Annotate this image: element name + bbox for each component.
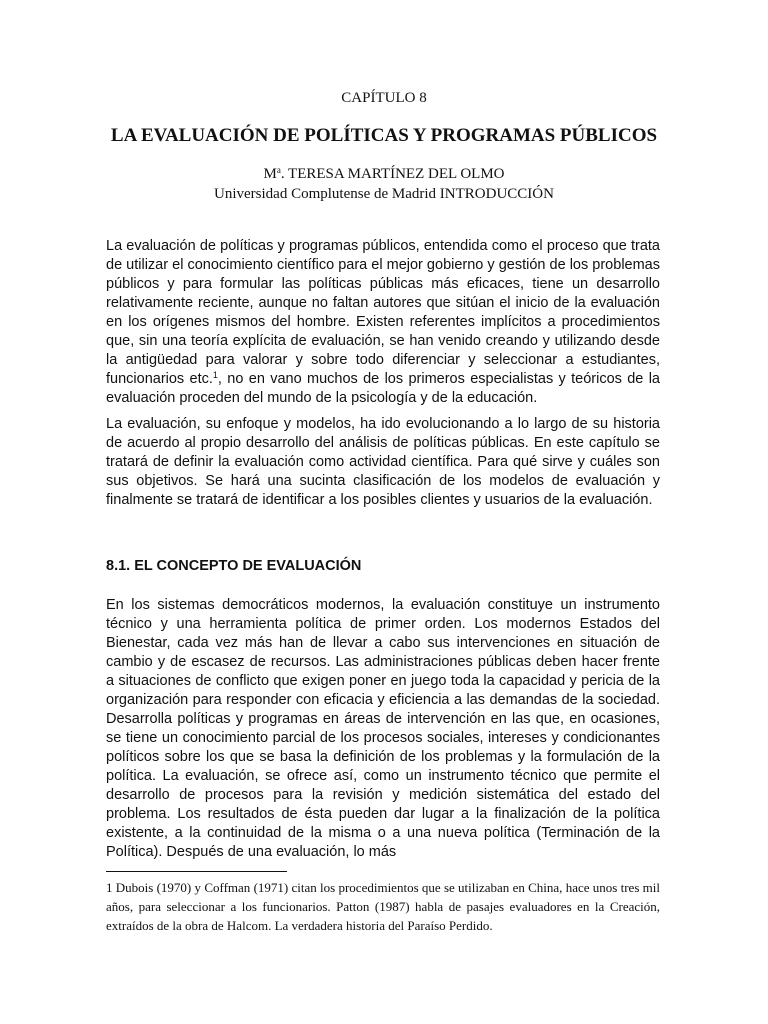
intro-paragraph-1-text: La evaluación de políticas y programas públicos, entendida como el proceso que trata de utilizar el conocimiento científico para el mejor gobierno y gestión de los problemas públicos y para formular las políticas públicas más eficaces, tiene un desarrollo relativamente reciente, aunque no faltan autores que sitúan el inicio de la evaluación en los orígenes mismos del hombre. Existen referentes implícitos a procedimientos que, sin una teoría explícita de evaluación, se han venido creando y utilizando desde la antigüedad para valorar y sobre todo diferenciar y seleccionar a estudiantes, funcionarios etc. xyxy=(106,238,660,387)
intro-paragraph-1-continuation: , no en vano muchos de los primeros especialistas y teóricos de la evaluación proceden del mundo de la psicología y de la educación. xyxy=(106,371,660,406)
page-title: LA EVALUACIÓN DE POLÍTICAS Y PROGRAMAS PÚBLICOS xyxy=(110,125,658,146)
footnote-reference[interactable]: 1 xyxy=(212,370,218,380)
author-prefix: M xyxy=(263,166,277,182)
author-superscript: a xyxy=(276,165,281,175)
footnote-text: Dubois (1970) y Coffman (1971) citan los procedimientos que se utilizaban en China, hace unos tres mil años, para seleccionar a los funcionarios. Patton (1987) habla de pasajes evaluadores en la Creación, extraídos de la obra de Halcom. La verdadera historia del Paraíso Perdido. xyxy=(106,880,660,933)
footnote-marker: 1 xyxy=(106,880,113,895)
footnote xyxy=(106,878,660,935)
section-paragraph-1: En los sistemas democráticos modernos, la evaluación constituye un instrumento técnico y una herramienta política de primer orden. Los modernos Estados del Bienestar, cada vez más han de llevar a cabo sus intervenciones en situación de cambio y de escasez de recursos. Las administraciones públicas deben hacer frente a situaciones de conflicto que exigen poner en juego toda la capacidad y pericia de la organización para responder con eficacia y eficiencia a las demandas de la sociedad. Desarrolla políticas y programas en áreas de intervención en las que, en ocasiones, se tiene un conocimiento parcial de los procesos sociales, intereses y condicionantes políticos sobre los que se basa la definición de los problemas y la formulación de la política. La evaluación, se ofrece así, como un instrumento técnico que permite el desarrollo de procesos para la revisión y medición sistemática del estado del problema. Los resultados de ésta pueden dar lugar a la finalización de la política existente, a la continuidad de la misma o a una nueva política (Terminación de la Política). Después de una evaluación, lo más xyxy=(106,597,660,860)
footnote-divider xyxy=(106,871,287,872)
intro-paragraph-1 xyxy=(106,237,660,408)
author-line xyxy=(0,164,768,184)
author-name: . TERESA MARTÍNEZ DEL OLMO xyxy=(280,166,505,182)
chapter-label: CAPÍTULO 8 xyxy=(341,90,427,106)
section-heading: 8.1. EL CONCEPTO DE EVALUACIÓN xyxy=(106,558,362,574)
author-affiliation: Universidad Complutense de Madrid INTRODUCCIÓN xyxy=(214,186,554,202)
intro-paragraph-2: La evaluación, su enfoque y modelos, ha ido evolucionando a lo largo de su historia de acuerdo al propio desarrollo del análisis de políticas públicas. En este capítulo se tratará de definir la evaluación como actividad científica. Para qué sirve y cuáles son sus objetivos. Se hará una sucinta clasificación de los modelos de evaluación y finalmente se tratará de identificar a los posibles clientes y usuarios de la evaluación. xyxy=(106,416,660,508)
author-block xyxy=(0,164,768,204)
